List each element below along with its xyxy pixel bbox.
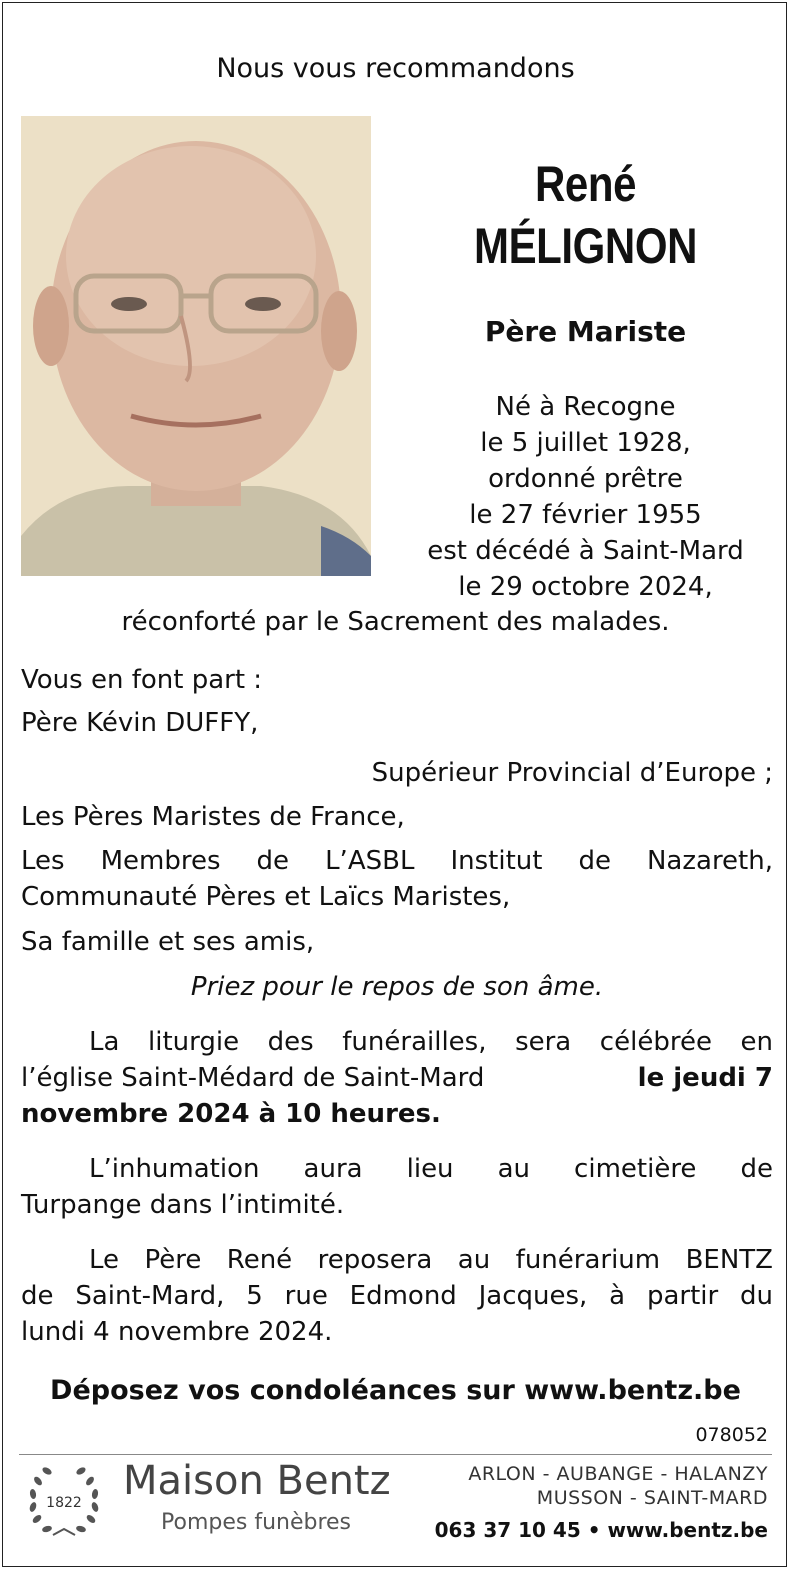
announcer-line: Père Kévin DUFFY, bbox=[21, 708, 259, 738]
announcer-line: Les Membres de L’ASBL Institut de Nazareth, bbox=[21, 846, 773, 876]
seal-year: 1822 bbox=[46, 1495, 82, 1511]
contact-info: 063 37 10 45 • www.bentz.be bbox=[434, 1518, 768, 1542]
rest-line: Le Père René reposera au funérarium BENTZ bbox=[89, 1245, 773, 1275]
funeral-line bbox=[21, 1063, 773, 1093]
last-name: MÉLIGNON bbox=[474, 218, 697, 274]
obituary-notice bbox=[2, 2, 787, 1567]
funeral-date: le jeudi 7 bbox=[637, 1063, 773, 1093]
announcer-line: Communauté Pères et Laïcs Maristes, bbox=[21, 882, 511, 912]
burial-line: L’inhumation aura lieu au cimetière de bbox=[89, 1154, 773, 1184]
rest-line: lundi 4 novembre 2024. bbox=[21, 1317, 333, 1347]
brand-tagline: Pompes funèbres bbox=[161, 1510, 352, 1535]
biography bbox=[388, 389, 783, 605]
bio-line: le 29 octobre 2024, bbox=[458, 572, 713, 602]
deceased-name bbox=[393, 153, 778, 277]
intro-line: Vous en font part : bbox=[21, 665, 263, 695]
footer-divider bbox=[19, 1454, 772, 1455]
bio-line: le 27 février 1955 bbox=[469, 500, 702, 530]
portrait-photo bbox=[21, 116, 371, 576]
locations-line: MUSSON - SAINT-MARD bbox=[536, 1487, 768, 1509]
header-text: Nous vous recommandons bbox=[216, 53, 575, 84]
locations-line: ARLON - AUBANGE - HALANZY bbox=[468, 1463, 768, 1485]
condolences-text: Déposez vos condoléances sur www.bentz.be bbox=[50, 1375, 741, 1406]
bio-line: le 5 juillet 1928, bbox=[480, 428, 691, 458]
laurel-seal-icon bbox=[23, 1459, 105, 1541]
comfort-line: réconforté par le Sacrement des malades. bbox=[121, 607, 670, 637]
bio-line: est décédé à Saint-Mard bbox=[427, 536, 744, 566]
announcer-line: Sa famille et ses amis, bbox=[21, 927, 315, 957]
burial-line: Turpange dans l’intimité. bbox=[21, 1190, 345, 1220]
rest-line: de Saint-Mard, 5 rue Edmond Jacques, à partir du bbox=[21, 1281, 773, 1311]
funeral-line: La liturgie des funérailles, sera célébrée en bbox=[89, 1027, 773, 1057]
first-name: René bbox=[534, 156, 637, 212]
announcer-title: Supérieur Provincial d’Europe ; bbox=[371, 758, 773, 788]
announcer-line: Les Pères Maristes de France, bbox=[21, 802, 405, 832]
bio-line: Né à Recogne bbox=[495, 392, 676, 422]
funeral-time: novembre 2024 à 10 heures. bbox=[21, 1099, 441, 1129]
bio-line: ordonné prêtre bbox=[488, 464, 683, 494]
funeral-church: l’église Saint-Médard de Saint-Mard bbox=[21, 1063, 485, 1093]
reference-number: 078052 bbox=[695, 1424, 768, 1446]
deceased-role: Père Mariste bbox=[484, 315, 687, 348]
prayer-line: Priez pour le repos de son âme. bbox=[190, 972, 604, 1002]
brand-name: Maison Bentz bbox=[123, 1458, 391, 1504]
